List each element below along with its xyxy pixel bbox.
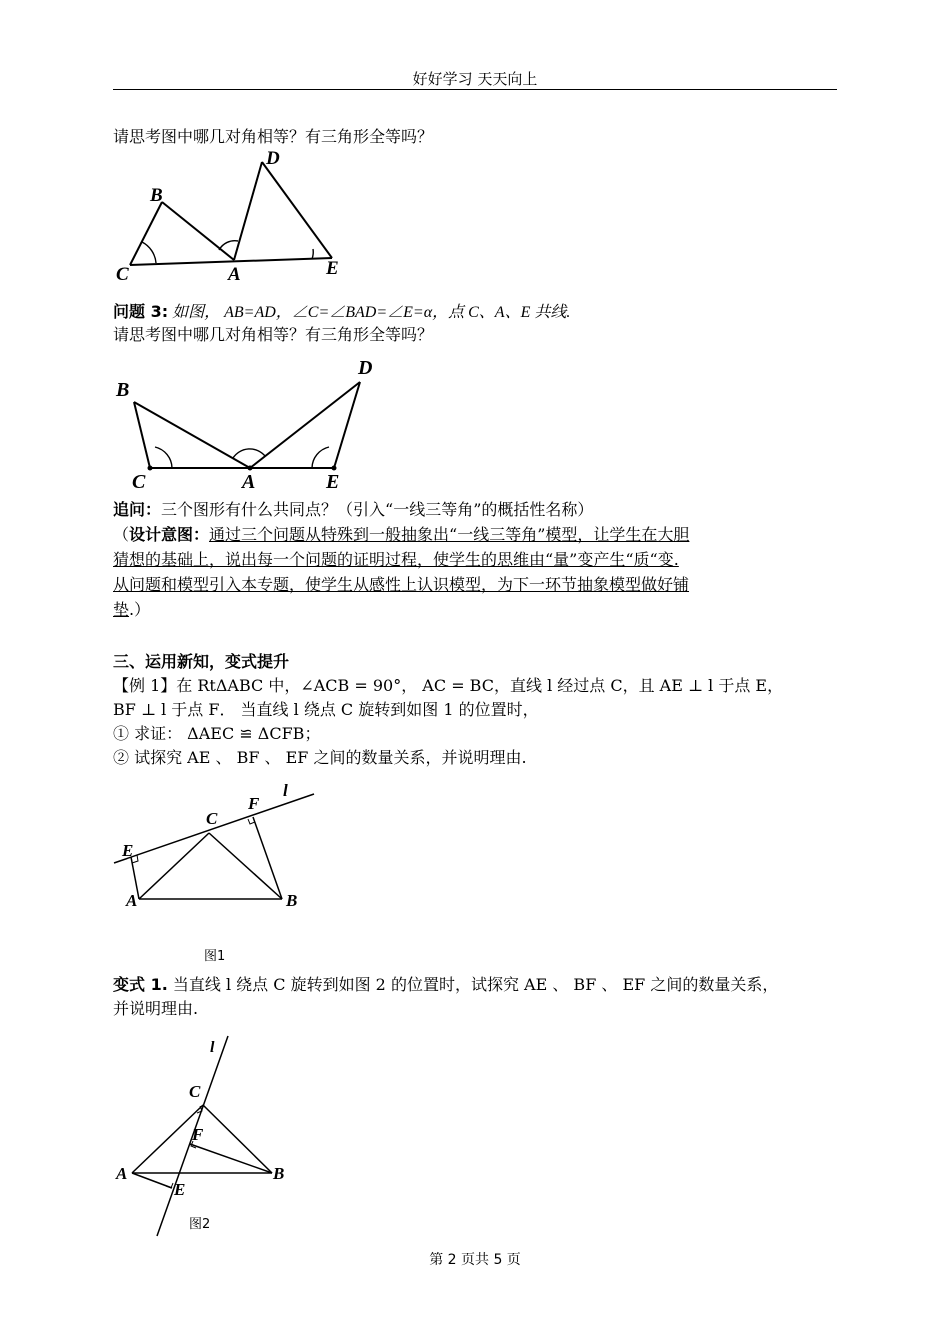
fig2-label-f: F — [192, 1125, 204, 1144]
figure-2 — [110, 1030, 310, 1240]
fig2-label-a: A — [116, 1164, 128, 1183]
design-text-4: 垫 — [113, 600, 130, 619]
followup-label: 追问： — [113, 500, 162, 519]
design-text-1: 通过三个问题从特殊到一般抽象出“一线三等角”模型，让学生在大胆 — [209, 525, 690, 544]
fig1-label-e: E — [122, 841, 134, 860]
variant1-line1 — [113, 974, 853, 996]
figure-q2 — [110, 150, 350, 285]
q3-text: 如图， AB=AD，∠C=∠BAD=∠E=α，点 C、A、E 共线. — [168, 304, 571, 321]
q3-label-e: E — [326, 471, 340, 492]
q3-label-b: B — [116, 379, 130, 401]
design-close: .） — [129, 600, 151, 619]
page-header: 好好学习 天天向上 — [412, 70, 538, 88]
fig2-label-c: C — [189, 1082, 201, 1101]
figure-1 — [110, 778, 330, 968]
example1-line2: BF ⊥ l 于点 F． 当直线 l 绕点 C 旋转到如图 1 的位置时， — [113, 700, 539, 719]
section-3-title: 三、运用新知，变式提升 — [113, 652, 290, 671]
variant1-line2: 并说明理由. — [113, 999, 199, 1018]
followup — [113, 499, 853, 521]
design-label: 设计意图： — [129, 525, 210, 544]
example1-item1: ① 求证： ΔAEC ≌ ΔCFB； — [113, 724, 321, 743]
followup-text: 三个图形有什么共同点？（引入“一线三等角”的概括性名称） — [161, 500, 594, 519]
q3-label: 问题 3: — [113, 302, 169, 321]
design-intent-line3: 从问题和模型引入本专题，使学生从感性上认识模型，为下一环节抽象模型做好铺 — [113, 575, 690, 594]
fig1-label-a: A — [126, 891, 138, 910]
fig1-label-b: B — [286, 891, 298, 910]
variant1-label: 变式 1. — [113, 975, 168, 994]
fig2-label-l: l — [210, 1039, 215, 1056]
q3-label-d: D — [358, 357, 373, 379]
q3-statement — [113, 301, 853, 324]
q3-label-c: C — [132, 471, 146, 492]
q2-prompt: 请思考图中哪几对角相等？有三角形全等吗？ — [113, 127, 434, 146]
q2-label-e: E — [326, 258, 339, 279]
fig1-label-l: l — [283, 781, 288, 800]
q3-label-a: A — [242, 471, 256, 492]
q2-label-d: D — [266, 150, 280, 169]
variant1-text: 当直线 l 绕点 C 旋转到如图 2 的位置时，试探究 AE 、 BF 、 EF 之间的数量关系， — [167, 975, 779, 994]
figure-q3 — [110, 352, 390, 492]
design-open-paren: （ — [113, 525, 130, 544]
fig2-caption: 图2 — [189, 1217, 211, 1232]
design-intent-line4 — [113, 599, 853, 621]
fig1-label-c: C — [206, 809, 218, 828]
fig1-caption: 图1 — [204, 949, 226, 964]
q2-label-a: A — [228, 264, 241, 285]
example1-item2: ② 试探究 AE 、 BF 、 EF 之间的数量关系，并说明理由. — [113, 748, 527, 767]
design-intent-line1 — [113, 524, 853, 546]
fig2-label-b: B — [273, 1164, 285, 1183]
q2-label-b: B — [150, 185, 163, 206]
example1-line1: 【例 1】在 RtΔABC 中，∠ACB = 90°， AC = BC，直线 l 经过点 C，且 AE ⊥ l 于点 E， — [113, 676, 784, 695]
fig1-label-f: F — [248, 794, 260, 813]
design-intent-line2: 猜想的基础上，说出每一个问题的证明过程，使学生的思维由“量”变产生“质“变. — [113, 550, 679, 569]
page-footer: 第 2 页共 5 页 — [429, 1252, 521, 1268]
header-divider — [113, 89, 837, 90]
q2-label-c: C — [116, 264, 129, 285]
q3-prompt: 请思考图中哪几对角相等？有三角形全等吗？ — [113, 325, 434, 344]
fig2-label-e: E — [174, 1180, 186, 1199]
